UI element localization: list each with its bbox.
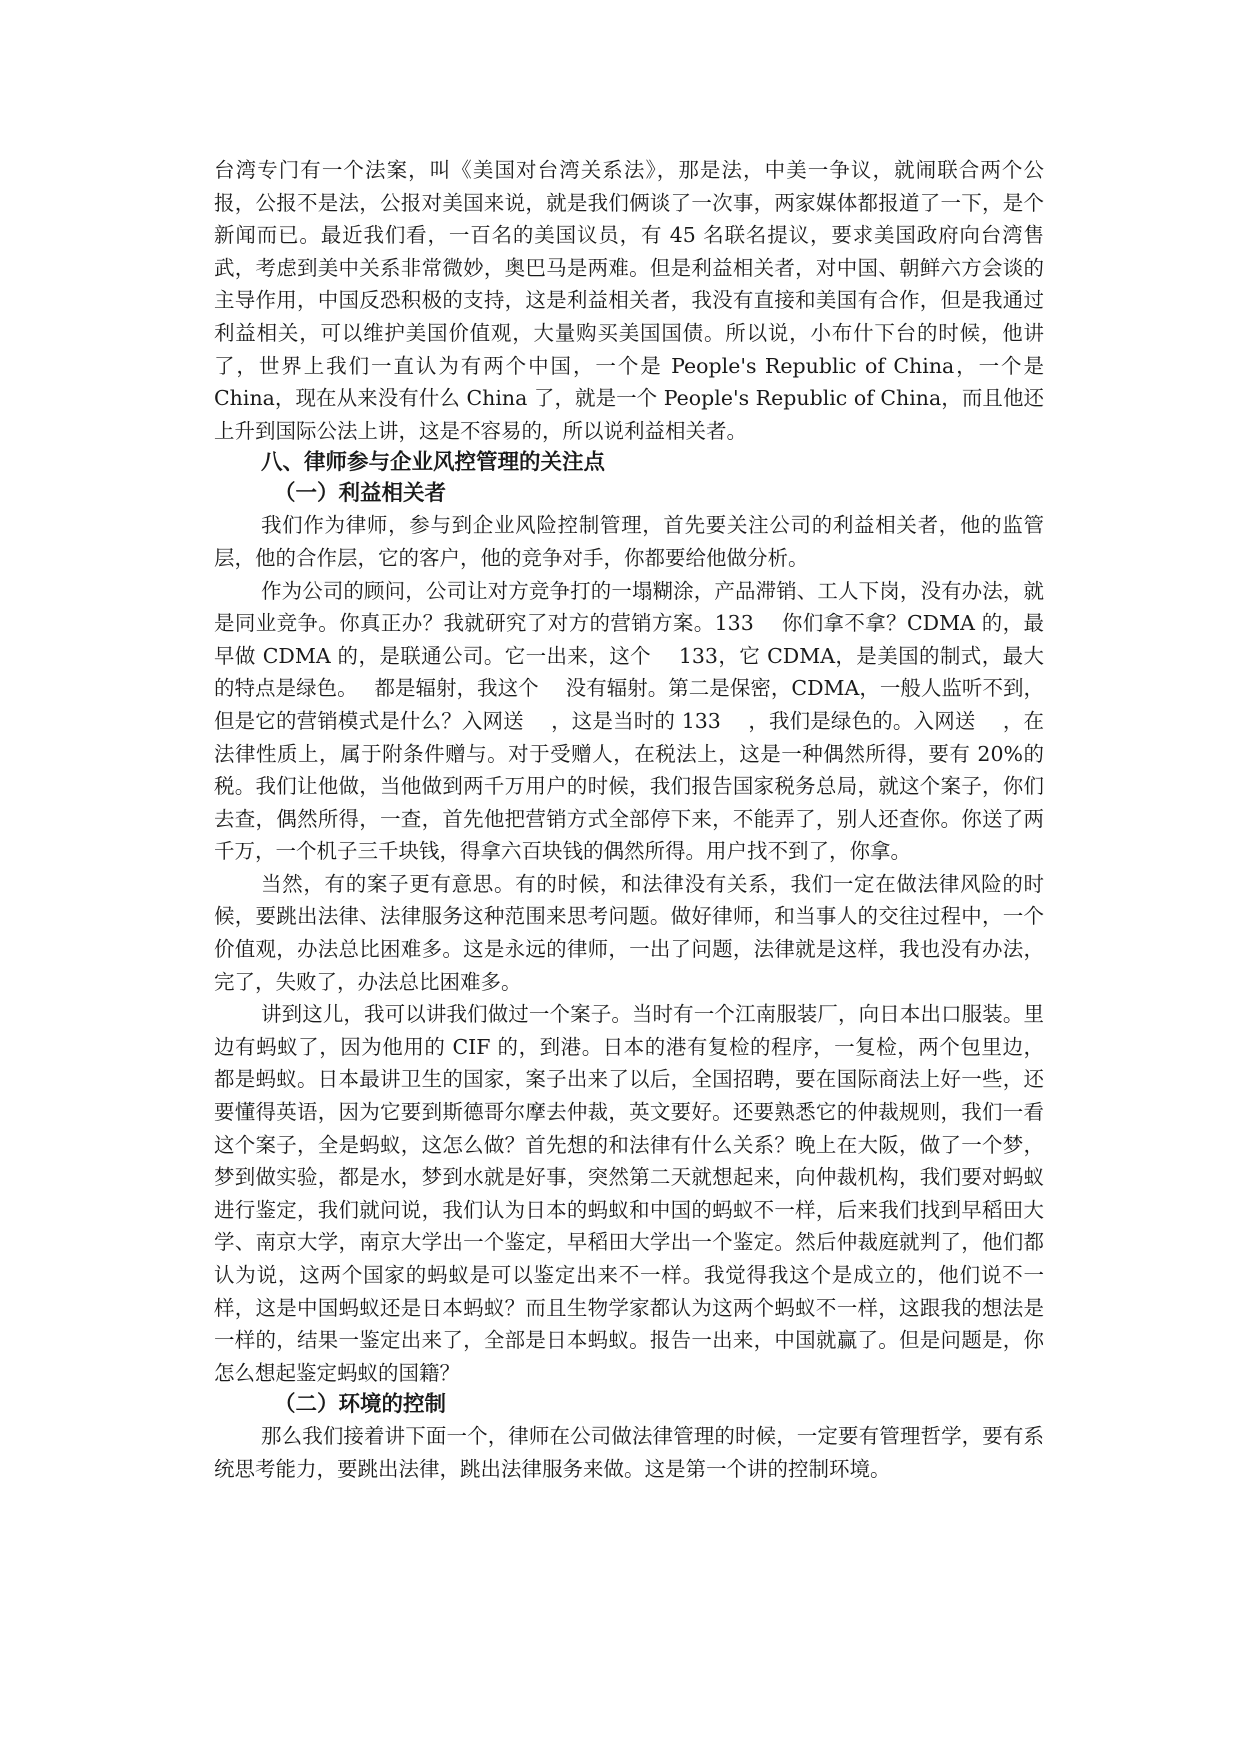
paragraph-3: 当然，有的案子更有意思。有的时候，和法律没有关系，我们一定在做法律风险的时候，要跳出法律、法律服务这种范围来思考问题。做好律师，和当事人的交往过程中，一个价值观，办法总比困难多。这是永远的律师，一出了问题，法律就是这样，我也没有办法，完了，失败了，办法总比困难多。 <box>214 871 1044 994</box>
paragraph-intro: 台湾专门有一个法案，叫《美国对台湾关系法》，那是法，中美一争议，就闹联合两个公报，公报不是法，公报对美国来说，就是我们俩谈了一次事，两家媒体都报道了一下，是个新闻而已。最近我们看，一百名的美国议员，有 45 名联名提议，要求美国政府向台湾售武，考虑到美中关系非常微妙，奥巴马是两难。但是利益相关者，对中国、朝鲜六方会谈的主导作用，中国反恐积极的支持，这是利益相关者，我没有直接和美国有合作，但是我通过利益相关，可以维护美国价值观，大量购买美国国债。所以说，小布什下台的时候，他讲了，世界上我们一直认为有两个中国，一个是 People's Republic of China，一个是 China，现在从来没有什么 China 了，就是一个 People's Republic of China，而且他还上升到国际公法上讲，这是不容易的，所以说利益相关者。 <box>214 158 1044 443</box>
paragraph-4: 讲到这儿，我可以讲我们做过一个案子。当时有一个江南服装厂，向日本出口服装。里边有蚂蚁了，因为他用的 CIF 的，到港。日本的港有复检的程序，一复检，两个包里边，都是蚂蚁。日本最讲卫生的国家，案子出来了以后，全国招聘，要在国际商法上好一些，还要懂得英语，因为它要到斯德哥尔摩去仲裁，英文要好。还要熟悉它的仲裁规则，我们一看这个案子，全是蚂蚁，这怎么做？首先想的和法律有什么关系？晚上在大阪，做了一个梦，梦到做实验，都是水，梦到水就是好事，突然第二天就想起来，向仲裁机构，我们要对蚂蚁进行鉴定，我们就问说，我们认为日本的蚂蚁和中国的蚂蚁不一样，后来我们找到早稻田大学、南京大学，南京大学出一个鉴定，早稻田大学出一个鉴定。然后仲裁庭就判了，他们都认为说，这两个国家的蚂蚁是可以鉴定出来不一样。我觉得我这个是成立的，他们说不一样，这是中国蚂蚁还是日本蚂蚁？而且生物学家都认为这两个蚂蚁不一样，这跟我的想法是一样的，结果一鉴定出来了，全部是日本蚂蚁。报告一出来，中国就赢了。但是问题是，你怎么想起鉴定蚂蚁的国籍？ <box>214 1002 1044 1385</box>
paragraph-2: 作为公司的顾问，公司让对方竞争打的一塌糊涂，产品滞销、工人下岗，没有办法，就是同业竞争。你真正办？我就研究了对方的营销方案。133 你们拿不拿？CDMA 的，最早做 CDMA 的，是联通公司。它一出来，这个 133，它 CDMA，是美国的制式，最大的特点是绿色。 都是辐射，我这个 没有辐射。第二是保密，CDMA，一般人监听不到，但是它的营销模式是什么？入网送 ，这是当时的 133 ，我们是绿色的。入网送 ，在法律性质上，属于附条件赠与。对于受赠人，在税法上，这是一种偶然所得，要有 20%的税。我们让他做，当他做到两千万用户的时候，我们报告国家税务总局，就这个案子，你们去查，偶然所得，一查，首先他把营销方式全部停下来，不能弄了，别人还查你。你送了两千万，一个机子三千块钱，得拿六百块钱的偶然所得。用户找不到了，你拿。 <box>214 578 1044 864</box>
document-body <box>214 154 1044 1486</box>
paragraph-1: 我们作为律师，参与到企业风险控制管理，首先要关注公司的利益相关者，他的监管层，他的合作层，它的客户，他的竞争对手，你都要给他做分析。 <box>214 513 1044 570</box>
paragraph-5: 那么我们接着讲下面一个，律师在公司做法律管理的时候，一定要有管理哲学，要有系统思考能力，要跳出法律，跳出法律服务来做。这是第一个讲的控制环境。 <box>214 1424 1044 1481</box>
subsection-heading-environment: （二）环境的控制 <box>274 1392 447 1418</box>
section-heading-8: 八、律师参与企业风控管理的关注点 <box>261 450 606 476</box>
subsection-heading-stakeholders: （一）利益相关者 <box>274 481 447 507</box>
